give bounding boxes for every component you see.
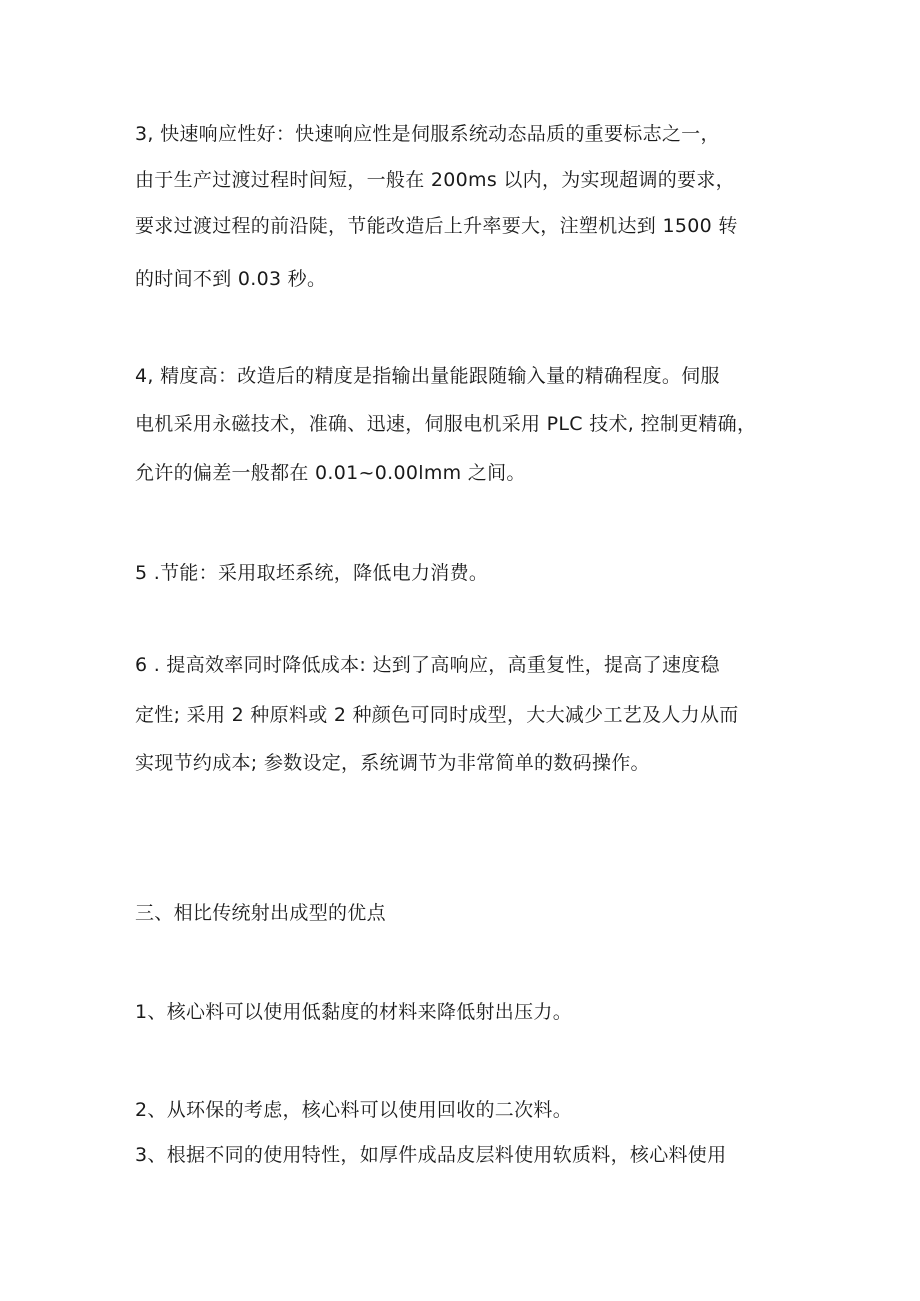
section3-point1: 1、核心料可以使用低黏度的材料来降低射出压力。 <box>135 1001 572 1023</box>
item5-line1: 5 .节能：采用取坯系统，降低电力消费。 <box>135 562 489 584</box>
item3-line4: 的时间不到 0.03 秒。 <box>135 268 327 290</box>
item6-line1: 6 . 提高效率同时降低成本: 达到了高响应，高重复性，提高了速度稳 <box>135 654 720 676</box>
item3-line3: 要求过渡过程的前沿陡，节能改造后上升率要大，注塑机达到 1500 转 <box>135 215 738 237</box>
item6-line2: 定性; 采用 2 种原料或 2 种颜色可同时成型，大大减少工艺及人力从而 <box>135 704 739 726</box>
item4-line1: 4, 精度高：改造后的精度是指输出量能跟随输入量的精确程度。伺服 <box>135 365 720 387</box>
section3-point3: 3、根据不同的使用特性，如厚件成品皮层料使用软质料，核心料使用 <box>135 1144 727 1166</box>
item3-line1: 3, 快速响应性好：快速响应性是伺服系统动态品质的重要标志之一， <box>135 123 720 145</box>
item4-line3: 允许的偏差一般都在 0.01~0.00lmm 之间。 <box>135 462 526 484</box>
item4-line2: 电机采用永磁技术，准确、迅速，伺服电机采用 PLC 技术, 控制更精确， <box>135 413 757 435</box>
section3-heading: 三、相比传统射出成型的优点 <box>135 902 386 924</box>
item6-line3: 实现节约成本; 参数设定，系统调节为非常简单的数码操作。 <box>135 752 650 774</box>
section3-point2: 2、从环保的考虑，核心料可以使用回收的二次料。 <box>135 1099 572 1121</box>
item3-line2: 由于生产过渡过程时间短，一般在 200ms 以内，为实现超调的要求， <box>135 169 735 191</box>
